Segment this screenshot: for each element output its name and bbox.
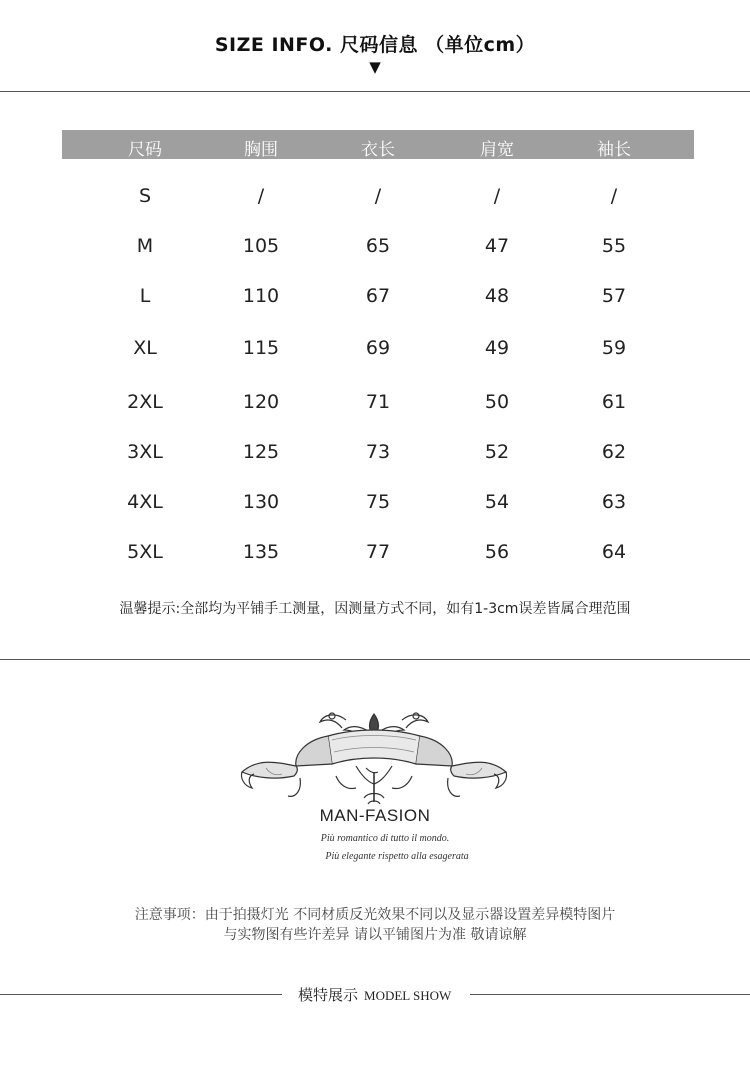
chest-cell: 105 [242,235,280,257]
table-row [0,537,750,567]
chest-cell: 135 [242,541,280,563]
length-cell: 75 [365,491,391,513]
model-show-section-header [0,984,750,1004]
size-info-title: SIZE INFO. 尺码信息 （单位cm） [214,34,536,56]
model-show-right-line [470,994,750,995]
model-show-label [298,984,451,1005]
sleeve-cell: 63 [601,491,627,513]
column-header-length: 衣长 [361,140,395,160]
length-cell: 77 [365,541,391,563]
sleeve-cell: 62 [601,441,627,463]
table-row [0,333,750,363]
length-cell: 69 [365,337,391,359]
middle-divider [0,659,750,660]
length-cell: 67 [365,285,391,307]
measurement-tip: 温馨提示:全部均为平铺手工测量，因测量方式不同，如有1-3cm误差皆属合理范围 [119,601,631,617]
shoulder-cell: 48 [484,285,510,307]
size-cell: L [139,285,151,307]
size-cell: 5XL [127,541,163,563]
chest-cell: 110 [242,285,280,307]
shoulder-cell: 49 [484,337,510,359]
shoulder-cell: / [493,185,501,207]
length-cell: 73 [365,441,391,463]
table-row [0,281,750,311]
column-header-sleeve: 袖长 [597,140,631,160]
size-cell: 3XL [127,441,163,463]
chest-cell: 130 [242,491,280,513]
top-divider [0,91,750,92]
table-row [0,181,750,211]
size-cell: 2XL [127,391,163,413]
shoulder-cell: 50 [484,391,510,413]
length-cell: 71 [365,391,391,413]
brand-motto-line-1: Più romantico di tutto il mondo. [320,833,450,844]
length-cell: / [374,185,382,207]
size-table-header [62,130,694,159]
length-cell: 65 [365,235,391,257]
shoulder-cell: 52 [484,441,510,463]
down-arrow-icon: ▼ [369,58,381,76]
chest-cell: 120 [242,391,280,413]
sleeve-cell: 59 [601,337,627,359]
column-header-chest: 胸围 [244,140,278,160]
model-show-cn: 模特展示 [298,986,359,1004]
table-row [0,437,750,467]
size-cell: M [136,235,154,257]
column-header-size: 尺码 [128,140,162,160]
brand-motto-line-2: Più elegante rispetto alla esagerata [325,851,469,862]
table-row [0,487,750,517]
size-cell: 4XL [127,491,163,513]
shoulder-cell: 56 [484,541,510,563]
sleeve-cell: / [610,185,618,207]
sleeve-cell: 57 [601,285,627,307]
sleeve-cell: 64 [601,541,627,563]
brand-name: MAN-FASION [319,806,431,825]
notice-line-1: 注意事项：由于拍摄灯光 不同材质反光效果不同以及显示器设置差异模特图片 [134,907,616,923]
sleeve-cell: 61 [601,391,627,413]
notice-line-2: 与实物图有些许差异 请以平铺图片为准 敬请谅解 [223,927,527,943]
shoulder-cell: 54 [484,491,510,513]
chest-cell: / [257,185,265,207]
table-row [0,231,750,261]
model-show-left-line [0,994,282,995]
chest-cell: 125 [242,441,280,463]
table-row [0,387,750,417]
shoulder-cell: 47 [484,235,510,257]
model-show-en: MODEL SHOW [364,988,452,1003]
ornamental-banner-logo [236,706,512,811]
column-header-shoulder: 肩宽 [480,140,514,160]
size-cell: XL [133,337,157,359]
sleeve-cell: 55 [601,235,627,257]
size-cell: S [138,185,152,207]
chest-cell: 115 [242,337,280,359]
